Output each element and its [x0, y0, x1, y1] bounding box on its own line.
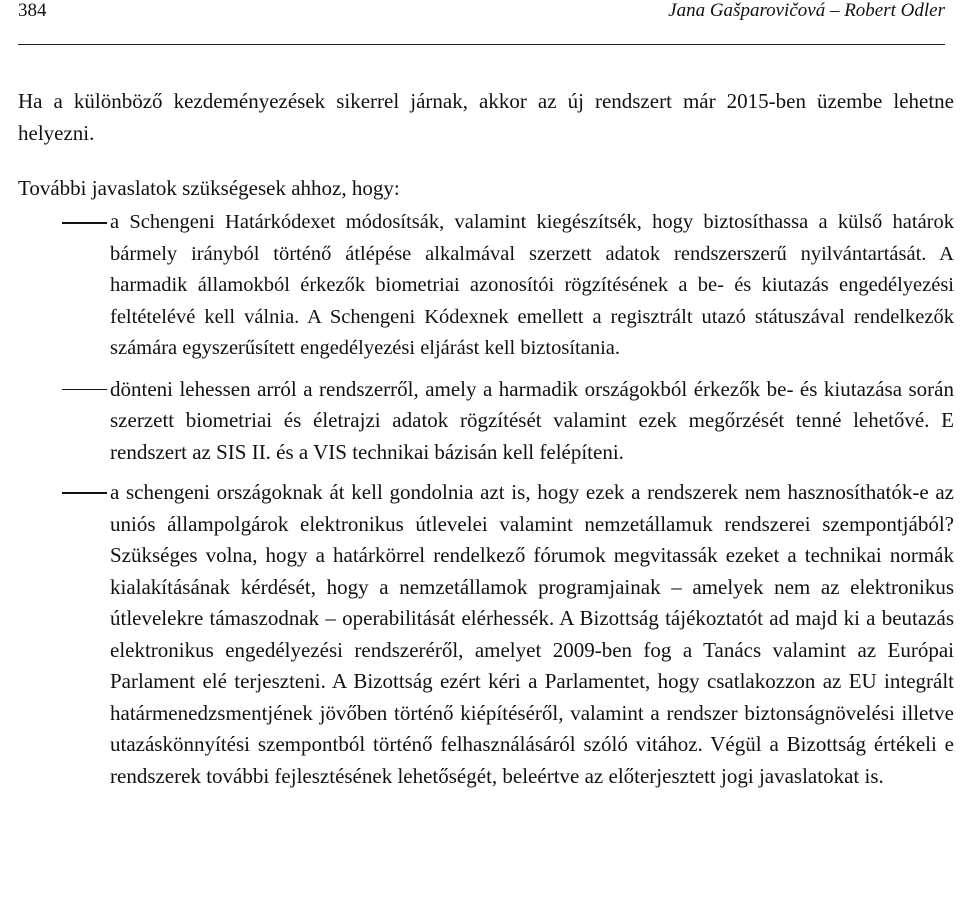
- running-header: [18, 0, 945, 45]
- dash-marker: [62, 222, 107, 224]
- list-item-text: dönteni lehessen arról a rendszerről, amely a harmadik országokból érkezők be- és kiutazása során szerzett biometriai és életrajzi adatok rögzítését valamint ezek megőrzését tenné lehetővé. E rendszert az SIS II. és a VIS technikai bázisán kell felépíteni.: [110, 376, 954, 464]
- list-item-text: a Schengeni Határkódexet módosítsák, valamint kiegészítsék, hogy biztosíthassa a külső határok bármely irányból történő átlépése alkalmával szerzett adatok rendszerszerű nyilvántartását. A harmadik államokból érkezők biometriai azonosítói rögzítésének a be- és kiutazás engedélyezési feltételévé kell válnia. A Schengeni Kódexnek emellett a regisztrált utazó státuszával rendelkezők számára egyszerűsített engedélyezési eljárást kell biztosítania.: [110, 211, 954, 359]
- proposal-list: [18, 207, 954, 792]
- running-header-authors: Jana Gašparovičová – Robert Odler: [668, 0, 945, 21]
- list-item: [18, 477, 954, 792]
- list-item-text: a schengeni országoknak át kell gondolnia azt is, hogy ezek a rendszerek nem hasznosíthatók-e az uniós állampolgárok elektronikus útlevelei valamint nemzetállamuk rendszerei szempontjából? Szükséges volna, hogy a határkörrel rendelkező fórumok megvitassák ezeket a technikai normák kialakításának kérdését, hogy a nemzetállamok programjainak – amelyek nem az elektronikus útlevelekre támaszodnak – operabilitását elérhessék. A Bizottság tájékoztatót ad majd ki a beutazás elektronikus engedélyezési rendszeréről, amelyet 2009-ben fog a Tanács valamint az Európai Parlament elé terjeszteni. A Bizottság ezért kéri a Parlamentet, hogy csatlakozzon az EU integrált határmenedzsmentjének jövőben történő kiépítéséről, valamint a rendszer biztonságnövelési illetve utazáskönnyítési szempontból történő felhasználásáról szóló vitához. Végül a Bizottság értékeli e rendszerek további fejlesztésének lehetőségét, beleértve az előterjesztett jogi javaslatokat is.: [110, 480, 954, 788]
- page-number: 384: [18, 0, 47, 21]
- list-item: [18, 207, 954, 365]
- intro-paragraph: Ha a különböző kezdeményezések sikerrel járnak, akkor az új rendszert már 2015-ben üzembe lehetne helyezni.: [18, 89, 954, 145]
- list-item: [18, 374, 954, 469]
- dash-marker: [62, 492, 107, 494]
- dash-marker: [62, 389, 107, 391]
- lead-paragraph: További javaslatok szükségesek ahhoz, hogy:: [18, 176, 400, 200]
